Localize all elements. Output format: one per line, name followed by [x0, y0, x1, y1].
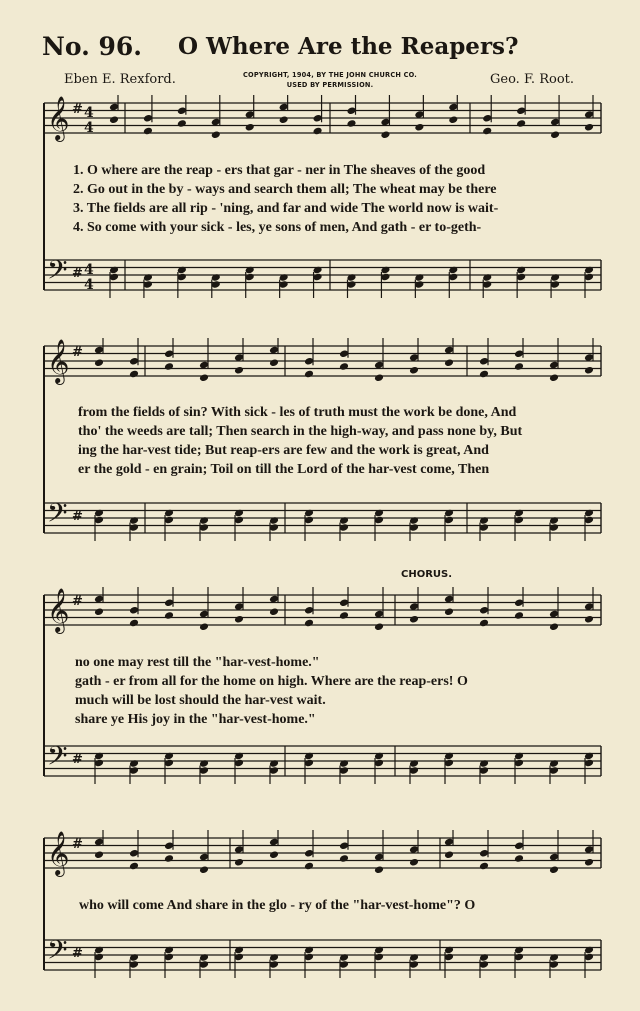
sharp-key-signature: #	[72, 837, 83, 852]
bass-clef: 𝄢	[47, 254, 68, 292]
treble-note-head	[164, 362, 174, 371]
treble-note-head	[550, 130, 560, 139]
treble-note-head	[234, 615, 244, 624]
copyright-line: COPYRIGHT, 1904, BY THE JOHN CHURCH CO.	[242, 71, 417, 79]
sharp-key-signature: #	[72, 102, 83, 117]
sharp-key-signature: #	[72, 752, 83, 767]
treble-clef: 𝄞	[47, 96, 70, 140]
verse-2-line: tho' the weeds are tall; Then search in the high-way, and pass none by, But	[78, 424, 523, 439]
treble-note-head	[129, 862, 139, 871]
treble-note-head	[479, 619, 489, 628]
treble-note-head	[549, 865, 559, 874]
bass-clef: 𝄢	[47, 740, 68, 778]
treble-note-head	[516, 119, 526, 128]
treble-note-head	[94, 850, 104, 859]
verse-4-line: 4. So come with your sick - les, ye sons of men, And gath - er to-geth-	[73, 220, 482, 235]
treble-note-head	[549, 373, 559, 382]
treble-note-head	[304, 619, 314, 628]
time-signature-denominator: 4	[84, 277, 94, 293]
treble-note-head	[409, 858, 419, 867]
verse-4-line: er the gold - en grain; Toil on till the Lord of the har-vest come, Then	[78, 462, 490, 477]
verse-2-line: 2. Go out in the by - ways and search them all; The wheat may be there	[73, 182, 497, 197]
sharp-key-signature: #	[72, 345, 83, 360]
treble-note-head	[346, 119, 356, 128]
verse-1-line: from the fields of sin? With sick - les of truth must the work be done, And	[78, 405, 517, 420]
treble-note-head	[94, 607, 104, 616]
treble-note-head	[177, 119, 187, 128]
treble-note-head	[129, 370, 139, 379]
bass-clef: 𝄢	[47, 934, 68, 972]
treble-note-head	[482, 127, 492, 136]
permission-line: USED BY PERMISSION.	[286, 81, 374, 89]
treble-note-head	[109, 115, 119, 124]
treble-note-head	[304, 370, 314, 379]
treble-note-head	[269, 358, 279, 367]
hymn-number: No. 96.	[42, 32, 142, 61]
treble-note-head	[414, 123, 424, 132]
treble-note-head	[448, 115, 458, 124]
time-signature-numerator: 4	[84, 105, 94, 121]
verse-1-line: 1. O where are the reap - ers that gar - ner in The sheaves of the good	[73, 163, 486, 178]
treble-note-head	[269, 850, 279, 859]
treble-note-head	[479, 862, 489, 871]
treble-note-head	[514, 611, 524, 620]
treble-note-head	[584, 858, 594, 867]
treble-note-head	[514, 854, 524, 863]
verse-1-line: no one may rest till the "har-vest-home."	[75, 655, 320, 670]
treble-note-head	[514, 362, 524, 371]
treble-note-head	[584, 366, 594, 375]
sharp-key-signature: #	[72, 509, 83, 524]
treble-note-head	[143, 127, 153, 136]
hymn-title: O Where Are the Reapers?	[178, 33, 519, 60]
treble-note-head	[444, 358, 454, 367]
sharp-key-signature: #	[72, 266, 83, 281]
composer-credit: Geo. F. Root.	[490, 72, 574, 87]
treble-note-head	[234, 858, 244, 867]
verse-3-line: ing the har-vest tide; But reap-ers are few and the work is great, And	[78, 443, 489, 458]
time-signature-denominator: 4	[84, 120, 94, 136]
lyricist-credit: Eben E. Rexford.	[64, 72, 176, 87]
chorus-label: CHORUS.	[401, 569, 453, 580]
treble-note-head	[444, 607, 454, 616]
treble-note-head	[584, 615, 594, 624]
treble-note-head	[339, 854, 349, 863]
treble-note-head	[444, 850, 454, 859]
treble-note-head	[199, 373, 209, 382]
sharp-key-signature: #	[72, 594, 83, 609]
treble-note-head	[380, 130, 390, 139]
treble-clef: 𝄞	[47, 588, 70, 632]
treble-note-head	[94, 358, 104, 367]
treble-note-head	[269, 607, 279, 616]
treble-note-head	[129, 619, 139, 628]
treble-clef: 𝄞	[47, 831, 70, 875]
treble-note-head	[279, 115, 289, 124]
verse-2-line: gath - er from all for the home on high. Where are the reap-ers! O	[75, 674, 468, 689]
treble-note-head	[339, 362, 349, 371]
treble-note-head	[374, 865, 384, 874]
sharp-key-signature: #	[72, 946, 83, 961]
treble-note-head	[584, 123, 594, 132]
verse-3-line: 3. The fields are all rip - 'ning, and far and wide The world now is wait-	[73, 201, 499, 216]
treble-note-head	[549, 622, 559, 631]
treble-note-head	[234, 366, 244, 375]
treble-note-head	[304, 862, 314, 871]
treble-note-head	[374, 373, 384, 382]
treble-note-head	[199, 622, 209, 631]
treble-note-head	[199, 865, 209, 874]
treble-note-head	[164, 611, 174, 620]
treble-note-head	[211, 130, 221, 139]
verse-4-line: share ye His joy in the "har-vest-home."	[75, 712, 316, 727]
treble-note-head	[245, 123, 255, 132]
treble-clef: 𝄞	[47, 339, 70, 383]
bass-clef: 𝄢	[47, 497, 68, 535]
treble-note-head	[479, 370, 489, 379]
treble-note-head	[339, 611, 349, 620]
chorus-line: who will come And share in the glo - ry of the "har-vest-home"? O	[79, 898, 476, 913]
treble-note-head	[313, 127, 323, 136]
treble-note-head	[409, 615, 419, 624]
verse-3-line: much will be lost should the har-vest wait.	[75, 693, 326, 708]
treble-note-head	[164, 854, 174, 863]
treble-note-head	[409, 366, 419, 375]
treble-note-head	[374, 622, 384, 631]
time-signature-numerator: 4	[84, 262, 94, 278]
